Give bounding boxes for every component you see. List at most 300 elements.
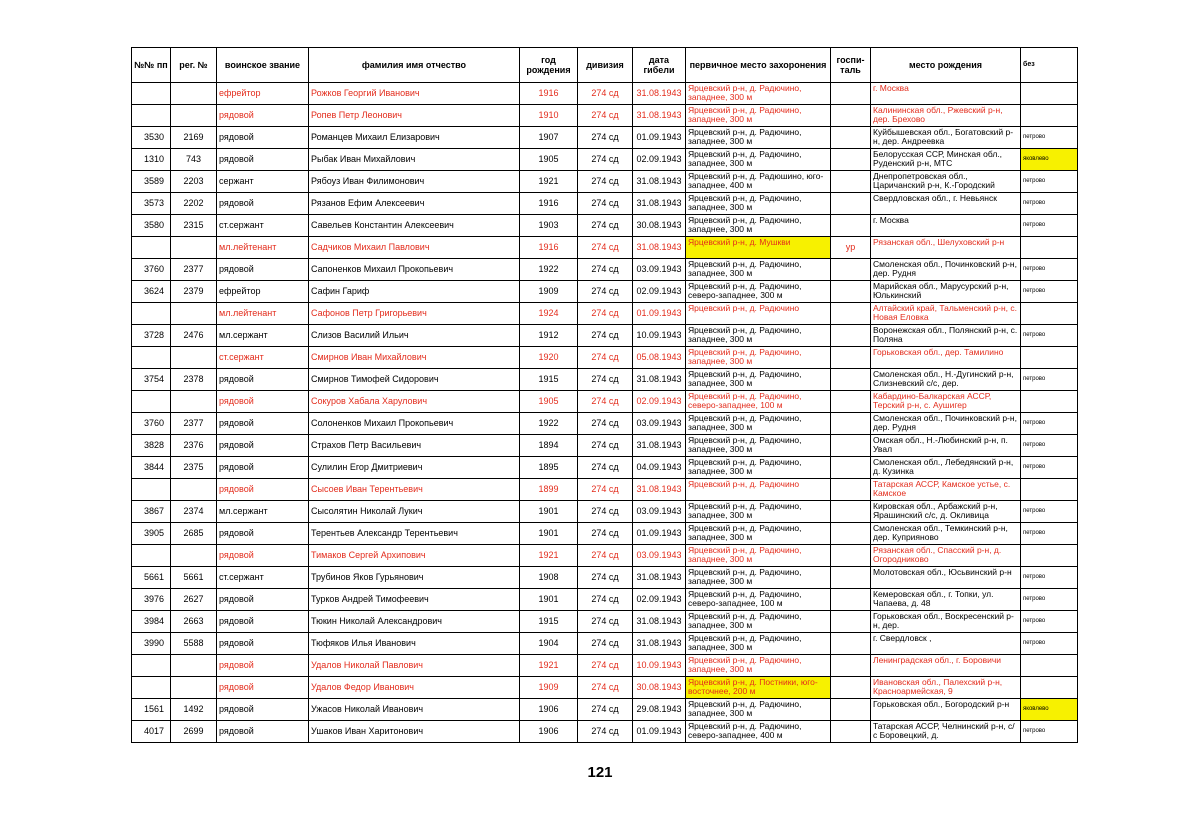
- reg-number-cell: 1492: [171, 699, 217, 721]
- table-body: [132, 83, 1078, 743]
- note-cell: яковлево: [1021, 149, 1078, 171]
- full-name-cell: Смирнов Тимофей Сидорович: [309, 369, 520, 391]
- birth-year-cell: 1916: [520, 83, 578, 105]
- number-cell: 3976: [132, 589, 171, 611]
- header-note: без: [1021, 48, 1078, 83]
- birth-year-cell: 1920: [520, 347, 578, 369]
- death-date-cell: 31.08.1943: [633, 369, 686, 391]
- rank-cell: рядовой: [217, 479, 309, 501]
- number-cell: 1310: [132, 149, 171, 171]
- reg-number-cell: [171, 545, 217, 567]
- full-name-cell: Удалов Николай Павлович: [309, 655, 520, 677]
- header-full-name: фамилия имя отчество: [309, 48, 520, 83]
- reg-number-cell: 2374: [171, 501, 217, 523]
- note-cell: петрово: [1021, 193, 1078, 215]
- burial-place-cell: Ярцевский р-н, д. Радючино, западнее, 300 м: [686, 545, 831, 567]
- number-cell: 3573: [132, 193, 171, 215]
- division-cell: 274 сд: [578, 677, 633, 699]
- table-row: [132, 369, 1078, 391]
- hospital-cell: [831, 127, 871, 149]
- burial-place-cell: Ярцевский р-н, д. Радючино, западнее, 300 м: [686, 83, 831, 105]
- burial-place-cell: Ярцевский р-н, д. Радючино, западнее, 300 м: [686, 501, 831, 523]
- full-name-cell: Садчиков Михаил Павлович: [309, 237, 520, 259]
- hospital-cell: [831, 677, 871, 699]
- birth-year-cell: 1921: [520, 655, 578, 677]
- table-row: [132, 105, 1078, 127]
- header-rank: воинское звание: [217, 48, 309, 83]
- division-cell: 274 сд: [578, 127, 633, 149]
- number-cell: 3828: [132, 435, 171, 457]
- division-cell: 274 сд: [578, 215, 633, 237]
- table-row: [132, 501, 1078, 523]
- rank-cell: ст.сержант: [217, 567, 309, 589]
- table-row: [132, 721, 1078, 743]
- burial-place-cell: Ярцевский р-н, д. Радюшино, юго-западнее, 400 м: [686, 171, 831, 193]
- note-cell: петрово: [1021, 281, 1078, 303]
- birthplace-cell: Калининская обл., Ржевский р-н, дер. Брехово: [871, 105, 1021, 127]
- rank-cell: ефрейтор: [217, 281, 309, 303]
- burial-place-cell: Ярцевский р-н, д. Радючино, западнее, 300 м: [686, 435, 831, 457]
- rank-cell: ст.сержант: [217, 215, 309, 237]
- table-row: [132, 237, 1078, 259]
- note-cell: [1021, 545, 1078, 567]
- birthplace-cell: Алтайский край, Тальменский р-н, с. Новая Еловка: [871, 303, 1021, 325]
- hospital-cell: [831, 501, 871, 523]
- division-cell: 274 сд: [578, 391, 633, 413]
- death-date-cell: 31.08.1943: [633, 193, 686, 215]
- number-cell: [132, 479, 171, 501]
- burial-place-cell: Ярцевский р-н, д. Мушкви: [686, 237, 831, 259]
- rank-cell: ст.сержант: [217, 347, 309, 369]
- division-cell: 274 сд: [578, 193, 633, 215]
- table-row: [132, 149, 1078, 171]
- rank-cell: мл.сержант: [217, 325, 309, 347]
- birth-year-cell: 1908: [520, 567, 578, 589]
- full-name-cell: Трубинов Яков Гурьянович: [309, 567, 520, 589]
- number-cell: 4017: [132, 721, 171, 743]
- number-cell: [132, 347, 171, 369]
- death-date-cell: 01.09.1943: [633, 303, 686, 325]
- table-row: [132, 545, 1078, 567]
- full-name-cell: Солоненков Михаил Прокопьевич: [309, 413, 520, 435]
- rank-cell: рядовой: [217, 699, 309, 721]
- burial-place-cell: Ярцевский р-н, д. Радючино, западнее, 300 м: [686, 149, 831, 171]
- division-cell: 274 сд: [578, 237, 633, 259]
- death-date-cell: 02.09.1943: [633, 589, 686, 611]
- reg-number-cell: [171, 237, 217, 259]
- rank-cell: мл.лейтенант: [217, 303, 309, 325]
- header-burial-place: первичное место захоронения: [686, 48, 831, 83]
- birth-year-cell: 1901: [520, 589, 578, 611]
- birth-year-cell: 1915: [520, 369, 578, 391]
- table-row: [132, 633, 1078, 655]
- birthplace-cell: Рязанская обл., Спасский р-н, д. Огородниково: [871, 545, 1021, 567]
- note-cell: [1021, 303, 1078, 325]
- rank-cell: рядовой: [217, 677, 309, 699]
- table-row: [132, 259, 1078, 281]
- reg-number-cell: 2378: [171, 369, 217, 391]
- division-cell: 274 сд: [578, 83, 633, 105]
- hospital-cell: [831, 171, 871, 193]
- full-name-cell: Терентьев Александр Терентьевич: [309, 523, 520, 545]
- birthplace-cell: Белорусская ССР, Минская обл., Руденский р-н, МТС: [871, 149, 1021, 171]
- reg-number-cell: [171, 105, 217, 127]
- table-row: [132, 611, 1078, 633]
- table-row: [132, 677, 1078, 699]
- rank-cell: рядовой: [217, 259, 309, 281]
- reg-number-cell: [171, 83, 217, 105]
- death-date-cell: 31.08.1943: [633, 83, 686, 105]
- birth-year-cell: 1905: [520, 391, 578, 413]
- hospital-cell: [831, 149, 871, 171]
- full-name-cell: Рыбак Иван Михайлович: [309, 149, 520, 171]
- hospital-cell: [831, 325, 871, 347]
- rank-cell: рядовой: [217, 611, 309, 633]
- number-cell: 3580: [132, 215, 171, 237]
- division-cell: 274 сд: [578, 501, 633, 523]
- death-date-cell: 02.09.1943: [633, 391, 686, 413]
- table-row: [132, 171, 1078, 193]
- birthplace-cell: Горьковская обл., Воскресенский р-н, дер.: [871, 611, 1021, 633]
- note-cell: петрово: [1021, 127, 1078, 149]
- birth-year-cell: 1912: [520, 325, 578, 347]
- birthplace-cell: Смоленская обл., Починковский р-н, дер. Рудня: [871, 259, 1021, 281]
- division-cell: 274 сд: [578, 633, 633, 655]
- header-row: [132, 48, 1078, 83]
- birthplace-cell: Ивановская обл., Палехский р-н, Красноармейская, 9: [871, 677, 1021, 699]
- burial-place-cell: Ярцевский р-н, д. Радючино, западнее, 300 м: [686, 193, 831, 215]
- burial-place-cell: Ярцевский р-н, д. Радючино, западнее, 300 м: [686, 611, 831, 633]
- table-row: [132, 193, 1078, 215]
- division-cell: 274 сд: [578, 171, 633, 193]
- full-name-cell: Ужасов Николай Иванович: [309, 699, 520, 721]
- note-cell: петрово: [1021, 501, 1078, 523]
- reg-number-cell: [171, 677, 217, 699]
- hospital-cell: [831, 457, 871, 479]
- full-name-cell: Сафин Гариф: [309, 281, 520, 303]
- note-cell: петрово: [1021, 633, 1078, 655]
- full-name-cell: Удалов Федор Иванович: [309, 677, 520, 699]
- death-date-cell: 31.08.1943: [633, 479, 686, 501]
- hospital-cell: [831, 83, 871, 105]
- birth-year-cell: 1924: [520, 303, 578, 325]
- header-number: №№ пп: [132, 48, 171, 83]
- birthplace-cell: Смоленская обл., Н.-Дугинский р-н, Слизневский с/с, дер.: [871, 369, 1021, 391]
- birthplace-cell: Воронежская обл., Полянский р-н, с. Поляна: [871, 325, 1021, 347]
- table-row: [132, 127, 1078, 149]
- hospital-cell: [831, 347, 871, 369]
- number-cell: 3867: [132, 501, 171, 523]
- hospital-cell: [831, 523, 871, 545]
- table-row: [132, 347, 1078, 369]
- hospital-cell: [831, 567, 871, 589]
- number-cell: 3990: [132, 633, 171, 655]
- death-date-cell: 31.08.1943: [633, 237, 686, 259]
- birthplace-cell: Куйбышевская обл., Богатовский р-н, дер. Андреевка: [871, 127, 1021, 149]
- death-date-cell: 03.09.1943: [633, 501, 686, 523]
- number-cell: 3905: [132, 523, 171, 545]
- burial-place-cell: Ярцевский р-н, д. Радючино, западнее, 300 м: [686, 369, 831, 391]
- note-cell: петрово: [1021, 567, 1078, 589]
- number-cell: 1561: [132, 699, 171, 721]
- division-cell: 274 сд: [578, 413, 633, 435]
- full-name-cell: Рябоуз Иван Филимонович: [309, 171, 520, 193]
- full-name-cell: Сокуров Хабала Харулович: [309, 391, 520, 413]
- number-cell: [132, 391, 171, 413]
- full-name-cell: Сысолятин Николай Лукич: [309, 501, 520, 523]
- number-cell: 3530: [132, 127, 171, 149]
- rank-cell: рядовой: [217, 523, 309, 545]
- birthplace-cell: Татарская АССР, Челнинский р-н, с/с Боровецкий, д.: [871, 721, 1021, 743]
- reg-number-cell: 2685: [171, 523, 217, 545]
- table-row: [132, 589, 1078, 611]
- reg-number-cell: [171, 303, 217, 325]
- reg-number-cell: 2699: [171, 721, 217, 743]
- death-date-cell: 30.08.1943: [633, 677, 686, 699]
- full-name-cell: Тюфяков Илья Иванович: [309, 633, 520, 655]
- full-name-cell: Тюкин Николай Александрович: [309, 611, 520, 633]
- reg-number-cell: 2202: [171, 193, 217, 215]
- note-cell: петрово: [1021, 369, 1078, 391]
- reg-number-cell: 2375: [171, 457, 217, 479]
- table-row: [132, 303, 1078, 325]
- rank-cell: рядовой: [217, 655, 309, 677]
- full-name-cell: Слизов Василий Ильич: [309, 325, 520, 347]
- table-row: [132, 567, 1078, 589]
- birthplace-cell: Горьковская обл., дер. Тамилино: [871, 347, 1021, 369]
- hospital-cell: [831, 413, 871, 435]
- birthplace-cell: Свердловская обл., г. Невьянск: [871, 193, 1021, 215]
- birth-year-cell: 1916: [520, 193, 578, 215]
- death-date-cell: 01.09.1943: [633, 127, 686, 149]
- birthplace-cell: г. Москва: [871, 215, 1021, 237]
- number-cell: 3728: [132, 325, 171, 347]
- birth-year-cell: 1905: [520, 149, 578, 171]
- note-cell: яковлево: [1021, 699, 1078, 721]
- header-division: дивизия: [578, 48, 633, 83]
- division-cell: 274 сд: [578, 699, 633, 721]
- birth-year-cell: 1909: [520, 281, 578, 303]
- death-date-cell: 30.08.1943: [633, 215, 686, 237]
- rank-cell: ефрейтор: [217, 83, 309, 105]
- reg-number-cell: [171, 479, 217, 501]
- rank-cell: рядовой: [217, 149, 309, 171]
- full-name-cell: Сысоев Иван Терентьевич: [309, 479, 520, 501]
- reg-number-cell: [171, 655, 217, 677]
- note-cell: [1021, 655, 1078, 677]
- burial-place-cell: Ярцевский р-н, д. Радючино, западнее, 300 м: [686, 347, 831, 369]
- birthplace-cell: Татарская АССР, Камское устье, с. Камское: [871, 479, 1021, 501]
- burial-register-table: [131, 47, 1078, 743]
- table-row: [132, 655, 1078, 677]
- birthplace-cell: Смоленская обл., Починковский р-н, дер. Рудня: [871, 413, 1021, 435]
- birthplace-cell: Ленинградская обл., г. Боровичи: [871, 655, 1021, 677]
- burial-place-cell: Ярцевский р-н, д. Радючино, западнее, 300 м: [686, 633, 831, 655]
- hospital-cell: [831, 105, 871, 127]
- burial-place-cell: Ярцевский р-н, д. Радючино, западнее, 300 м: [686, 523, 831, 545]
- full-name-cell: Турков Андрей Тимофеевич: [309, 589, 520, 611]
- rank-cell: рядовой: [217, 457, 309, 479]
- reg-number-cell: 5588: [171, 633, 217, 655]
- reg-number-cell: 2377: [171, 413, 217, 435]
- hospital-cell: [831, 435, 871, 457]
- full-name-cell: Ропев Петр Леонович: [309, 105, 520, 127]
- table-row: [132, 699, 1078, 721]
- number-cell: 3589: [132, 171, 171, 193]
- rank-cell: рядовой: [217, 369, 309, 391]
- death-date-cell: 29.08.1943: [633, 699, 686, 721]
- full-name-cell: Романцев Михаил Елизарович: [309, 127, 520, 149]
- birthplace-cell: Марийская обл., Марусурский р-н, Юлькинский: [871, 281, 1021, 303]
- birth-year-cell: 1915: [520, 611, 578, 633]
- burial-place-cell: Ярцевский р-н, д. Радючино, западнее, 300 м: [686, 105, 831, 127]
- full-name-cell: Рязанов Ефим Алексеевич: [309, 193, 520, 215]
- birthplace-cell: Днепропетровская обл., Царичанский р-н, К.-Городский: [871, 171, 1021, 193]
- note-cell: [1021, 347, 1078, 369]
- note-cell: [1021, 677, 1078, 699]
- number-cell: [132, 655, 171, 677]
- division-cell: 274 сд: [578, 523, 633, 545]
- rank-cell: рядовой: [217, 721, 309, 743]
- header-death-date: дата гибели: [633, 48, 686, 83]
- full-name-cell: Савельев Константин Алексеевич: [309, 215, 520, 237]
- birth-year-cell: 1921: [520, 171, 578, 193]
- division-cell: 274 сд: [578, 721, 633, 743]
- table-row: [132, 325, 1078, 347]
- full-name-cell: Рожков Георгий Иванович: [309, 83, 520, 105]
- division-cell: 274 сд: [578, 303, 633, 325]
- hospital-cell: [831, 303, 871, 325]
- number-cell: 3984: [132, 611, 171, 633]
- birth-year-cell: 1899: [520, 479, 578, 501]
- burial-place-cell: Ярцевский р-н, д. Радючино, западнее, 300 м: [686, 413, 831, 435]
- note-cell: петрово: [1021, 457, 1078, 479]
- note-cell: петрово: [1021, 325, 1078, 347]
- full-name-cell: Сулилин Егор Дмитриевич: [309, 457, 520, 479]
- death-date-cell: 31.08.1943: [633, 633, 686, 655]
- death-date-cell: 10.09.1943: [633, 655, 686, 677]
- birthplace-cell: Смоленская обл., Темкинский р-н, дер. Куприяново: [871, 523, 1021, 545]
- death-date-cell: 01.09.1943: [633, 721, 686, 743]
- header-birthplace: место рождения: [871, 48, 1021, 83]
- note-cell: петрово: [1021, 589, 1078, 611]
- rank-cell: рядовой: [217, 589, 309, 611]
- burial-place-cell: Ярцевский р-н, д. Радючино, западнее, 300 м: [686, 457, 831, 479]
- birthplace-cell: Рязанская обл., Шелуховский р-н: [871, 237, 1021, 259]
- hospital-cell: [831, 589, 871, 611]
- birthplace-cell: Смоленская обл., Лебедянский р-н, д. Кузинка: [871, 457, 1021, 479]
- number-cell: 3760: [132, 413, 171, 435]
- death-date-cell: 10.09.1943: [633, 325, 686, 347]
- note-cell: петрово: [1021, 215, 1078, 237]
- birth-year-cell: 1906: [520, 699, 578, 721]
- number-cell: [132, 545, 171, 567]
- birth-year-cell: 1907: [520, 127, 578, 149]
- hospital-cell: [831, 479, 871, 501]
- hospital-cell: [831, 611, 871, 633]
- death-date-cell: 03.09.1943: [633, 413, 686, 435]
- table-row: [132, 523, 1078, 545]
- reg-number-cell: 2663: [171, 611, 217, 633]
- death-date-cell: 03.09.1943: [633, 259, 686, 281]
- birth-year-cell: 1916: [520, 237, 578, 259]
- burial-place-cell: Ярцевский р-н, д. Радючино: [686, 303, 831, 325]
- division-cell: 274 сд: [578, 281, 633, 303]
- birth-year-cell: 1904: [520, 633, 578, 655]
- reg-number-cell: 2379: [171, 281, 217, 303]
- note-cell: петрово: [1021, 413, 1078, 435]
- table-row: [132, 413, 1078, 435]
- birth-year-cell: 1910: [520, 105, 578, 127]
- death-date-cell: 31.08.1943: [633, 435, 686, 457]
- birth-year-cell: 1894: [520, 435, 578, 457]
- hospital-cell: [831, 259, 871, 281]
- birthplace-cell: г. Москва: [871, 83, 1021, 105]
- hospital-cell: [831, 633, 871, 655]
- division-cell: 274 сд: [578, 589, 633, 611]
- birth-year-cell: 1909: [520, 677, 578, 699]
- burial-place-cell: Ярцевский р-н, д. Радючино, северо-западнее, 100 м: [686, 589, 831, 611]
- page-number: 121: [587, 764, 613, 781]
- full-name-cell: Сапоненков Михаил Прокопьевич: [309, 259, 520, 281]
- table-row: [132, 457, 1078, 479]
- division-cell: 274 сд: [578, 105, 633, 127]
- division-cell: 274 сд: [578, 655, 633, 677]
- burial-place-cell: Ярцевский р-н, д. Радючино, западнее, 300 м: [686, 655, 831, 677]
- burial-place-cell: Ярцевский р-н, д. Радючино, северо-западнее, 300 м: [686, 281, 831, 303]
- number-cell: [132, 303, 171, 325]
- note-cell: петрово: [1021, 259, 1078, 281]
- division-cell: 274 сд: [578, 545, 633, 567]
- death-date-cell: 31.08.1943: [633, 171, 686, 193]
- death-date-cell: 31.08.1943: [633, 611, 686, 633]
- birthplace-cell: Кабардино-Балкарская АССР, Терский р-н, с. Аушигер: [871, 391, 1021, 413]
- burial-place-cell: Ярцевский р-н, д. Радючино, западнее, 300 м: [686, 215, 831, 237]
- reg-number-cell: 2476: [171, 325, 217, 347]
- note-cell: [1021, 237, 1078, 259]
- hospital-cell: [831, 655, 871, 677]
- reg-number-cell: 2315: [171, 215, 217, 237]
- note-cell: петрово: [1021, 611, 1078, 633]
- rank-cell: мл.лейтенант: [217, 237, 309, 259]
- birth-year-cell: 1921: [520, 545, 578, 567]
- birth-year-cell: 1906: [520, 721, 578, 743]
- burial-place-cell: Ярцевский р-н, д. Радючино, западнее, 300 м: [686, 567, 831, 589]
- division-cell: 274 сд: [578, 435, 633, 457]
- burial-place-cell: Ярцевский р-н, д. Радючино, северо-западнее, 100 м: [686, 391, 831, 413]
- rank-cell: рядовой: [217, 127, 309, 149]
- note-cell: [1021, 83, 1078, 105]
- death-date-cell: 02.09.1943: [633, 281, 686, 303]
- header-birth-year: год рождения: [520, 48, 578, 83]
- birth-year-cell: 1895: [520, 457, 578, 479]
- birthplace-cell: Молотовская обл., Юсьвинский р-н: [871, 567, 1021, 589]
- reg-number-cell: 2203: [171, 171, 217, 193]
- reg-number-cell: 2627: [171, 589, 217, 611]
- number-cell: [132, 237, 171, 259]
- burial-place-cell: Ярцевский р-н, д. Постники, юго-восточнее, 200 м: [686, 677, 831, 699]
- note-cell: петрово: [1021, 435, 1078, 457]
- reg-number-cell: 2377: [171, 259, 217, 281]
- rank-cell: рядовой: [217, 105, 309, 127]
- burial-place-cell: Ярцевский р-н, д. Радючино, северо-западнее, 400 м: [686, 721, 831, 743]
- reg-number-cell: 2376: [171, 435, 217, 457]
- table-row: [132, 435, 1078, 457]
- division-cell: 274 сд: [578, 347, 633, 369]
- division-cell: 274 сд: [578, 611, 633, 633]
- birthplace-cell: Кемеровская обл., г. Топки, ул. Чапаева, д. 48: [871, 589, 1021, 611]
- division-cell: 274 сд: [578, 479, 633, 501]
